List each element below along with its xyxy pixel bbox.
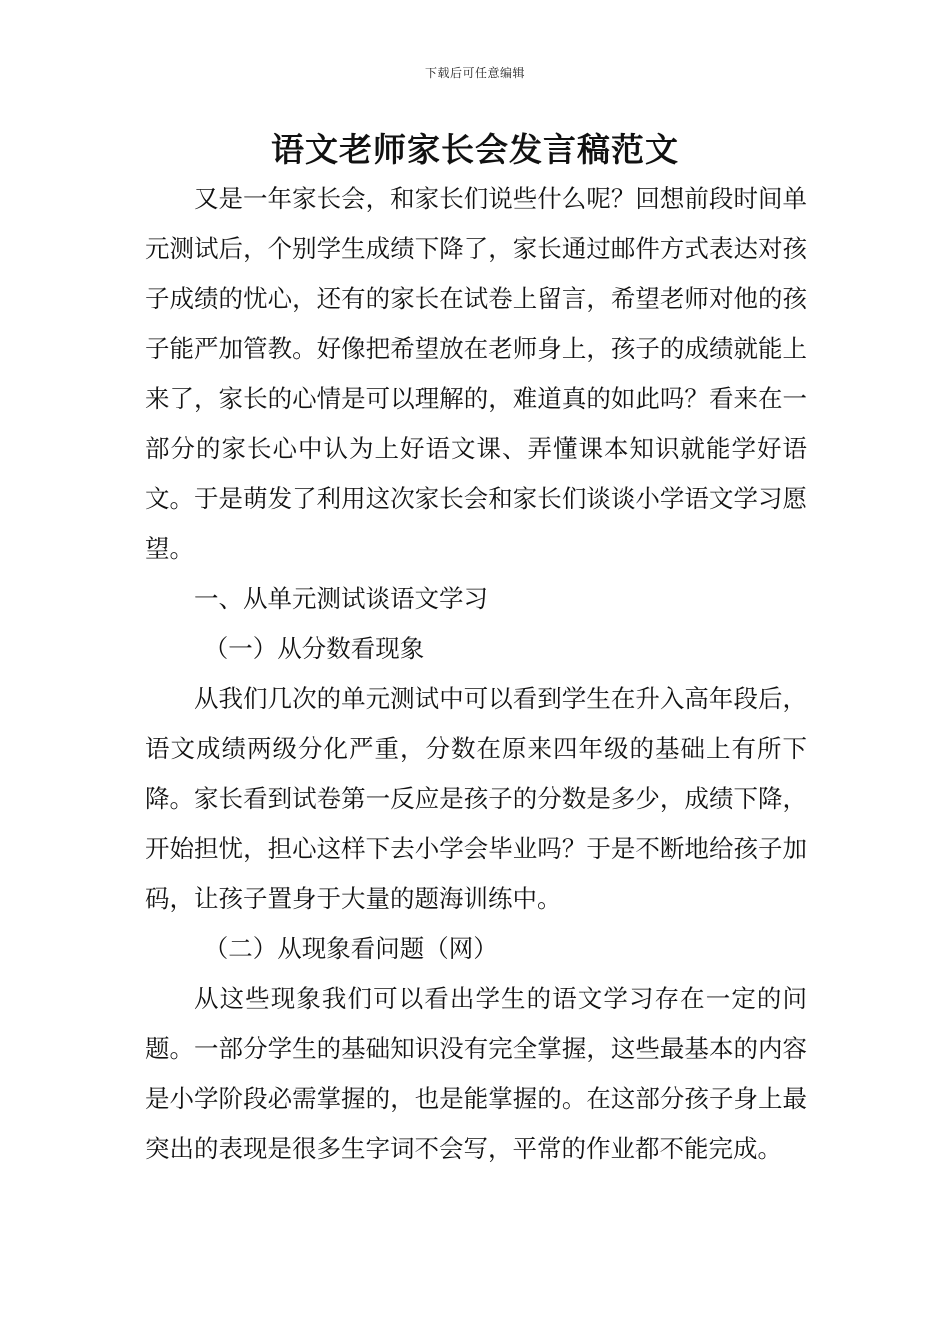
paragraph-intro: 又是一年家长会，和家长们说些什么呢？回想前段时间单元测试后，个别学生成绩下降了，家长通过邮件方式表达对孩子成绩的忧心，还有的家长在试卷上留言，希望老师对他的孩子能严加管教。好像把希望放在老师身上，孩子的成绩就能上来了，家长的心情是可以理解的，难道真的如此吗？看来在一部分的家长心中认为上好语文课、弄懂课本知识就能学好语文。于是萌发了利用这次家长会和家长们谈谈小学语文学习愿望。 [145, 184, 807, 563]
document-body [145, 174, 807, 1174]
document-title: 语文老师家长会发言稿范文 [271, 130, 679, 169]
paragraph-problems: 从这些现象我们可以看出学生的语文学习存在一定的问题。一部分学生的基础知识没有完全掌握，这些最基本的内容是小学阶段必需掌握的，也是能掌握的。在这部分孩子身上最突出的表现是很多生字词不会写，平常的作业都不能完成。 [145, 984, 807, 1163]
section-heading-1: 一、从单元测试谈语文学习 [194, 584, 488, 613]
header-note: 下载后可任意编辑 [424, 66, 525, 80]
subsection-heading-2: （二）从现象看问题（网） [203, 934, 498, 963]
subsection-heading-1: （一）从分数看现象 [203, 634, 425, 663]
paragraph-scores: 从我们几次的单元测试中可以看到学生在升入高年段后，语文成绩两级分化严重，分数在原来四年级的基础上有所下降。家长看到试卷第一反应是孩子的分数是多少，成绩下降，开始担忧，担心这样下去小学会毕业吗？于是不断地给孩子加码，让孩子置身于大量的题海训练中。 [145, 684, 807, 913]
